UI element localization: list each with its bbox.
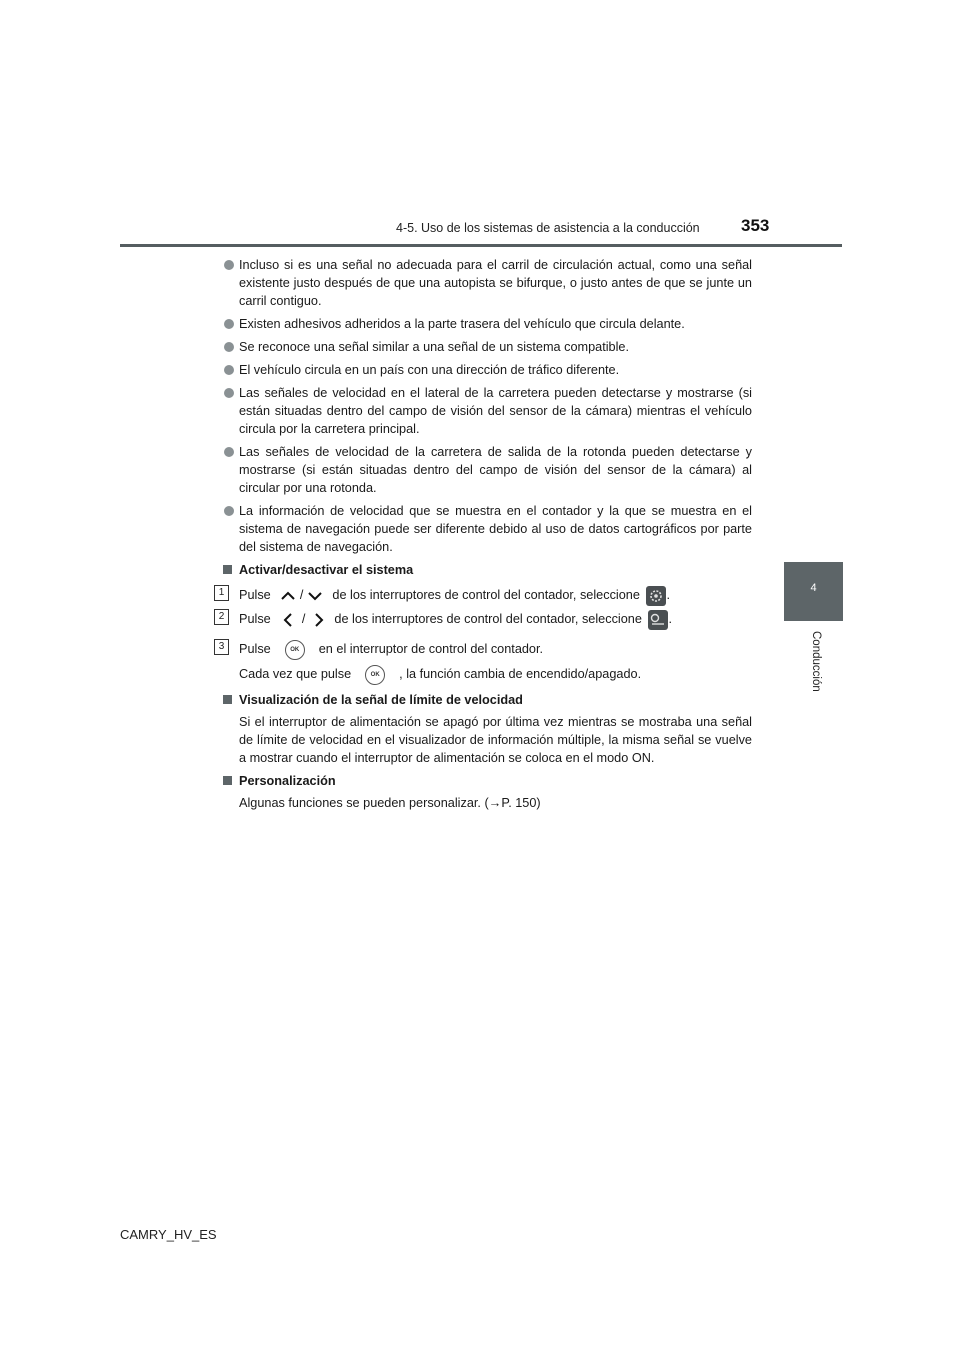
- list-item: La información de velocidad que se muestra en el contador y la que se muestra en el sistema de navegación puede ser diferente debido al uso de datos cartográficos por parte del sistema de navegación.: [222, 502, 752, 556]
- header-rule: [120, 244, 842, 247]
- speed-sign-paragraph: Si el interruptor de alimentación se apagó por última vez mientras se mostraba una señal de límite de velocidad en el visualizador de información múltiple, la misma señal se vuelve a mostrar cuando el interruptor de alimentación se coloca en el modo ON.: [239, 715, 752, 765]
- list-item: Incluso si es una señal no adecuada para el carril de circulación actual, como una señal existente justo después de que una autopista se bifurque, o justo antes de que se junte un carril contiguo.: [222, 256, 752, 310]
- section-heading-toggle: Activar/desactivar el sistema: [222, 561, 752, 579]
- chapter-tab-label: Conducción: [810, 631, 822, 692]
- gear-settings-icon: [646, 586, 666, 606]
- bullet-icon: [224, 260, 234, 270]
- ok-button-icon: OK: [285, 640, 305, 660]
- list-item: Existen adhesivos adheridos a la parte trasera del vehículo que circula delante.: [222, 315, 752, 333]
- chevron-down-icon: [307, 590, 323, 602]
- step-3: 3 Pulse OK en el interruptor de control del contador.: [222, 637, 752, 661]
- bullet-icon: [224, 388, 234, 398]
- chevron-right-icon: [313, 612, 325, 628]
- page-content: [218, 256, 752, 817]
- step-1: 1 Pulse / de los interruptores de control del contador, seleccione .: [222, 583, 752, 607]
- chapter-tab-number: 4: [810, 582, 817, 594]
- header-section-title: 4-5. Uso de los sistemas de asistencia a la conducción: [396, 221, 700, 235]
- bullet-icon: [224, 319, 234, 329]
- square-bullet-icon: [223, 695, 232, 704]
- section-heading-customization: Personalización: [222, 772, 752, 790]
- bullet-icon: [224, 342, 234, 352]
- square-bullet-icon: [223, 776, 232, 785]
- step-2: 2 Pulse / de los interruptores de control del contador, seleccione .: [222, 607, 752, 631]
- chevron-left-icon: [282, 612, 294, 628]
- step-number: 1: [214, 585, 229, 601]
- list-item: Se reconoce una señal similar a una señal de un sistema compatible.: [222, 338, 752, 356]
- ok-button-icon: OK: [365, 665, 385, 685]
- bullet-icon: [224, 506, 234, 516]
- bullet-icon: [224, 447, 234, 457]
- footer-model-code: CAMRY_HV_ES: [120, 1227, 217, 1242]
- square-bullet-icon: [223, 565, 232, 574]
- step-number: 2: [214, 609, 229, 625]
- list-item: El vehículo circula en un país con una dirección de tráfico diferente.: [222, 361, 752, 379]
- list-item: Las señales de velocidad de la carretera de salida de la rotonda pueden detectarse y mostrarse (si están situadas dentro del campo de visión del sensor de la cámara) al circular por una rotonda.: [222, 443, 752, 497]
- list-item: Las señales de velocidad en el lateral de la carretera pueden detectarse y mostrarse (si están situadas dentro del campo de visión del sensor de la cámara) mientras el vehículo circula por la carretera principal.: [222, 384, 752, 438]
- step-3-note: Cada vez que pulse OK , la función cambia de encendido/apagado.: [222, 661, 752, 687]
- step-number: 3: [214, 639, 229, 655]
- bullet-icon: [224, 365, 234, 375]
- customization-paragraph: Algunas funciones se pueden personalizar. (→P. 150): [239, 796, 541, 810]
- section-heading-speed-sign: Visualización de la señal de límite de velocidad: [222, 691, 752, 709]
- chapter-tab: [784, 562, 843, 621]
- page-number: 353: [741, 216, 770, 235]
- road-sign-icon: [648, 610, 668, 630]
- chevron-up-icon: [280, 590, 296, 602]
